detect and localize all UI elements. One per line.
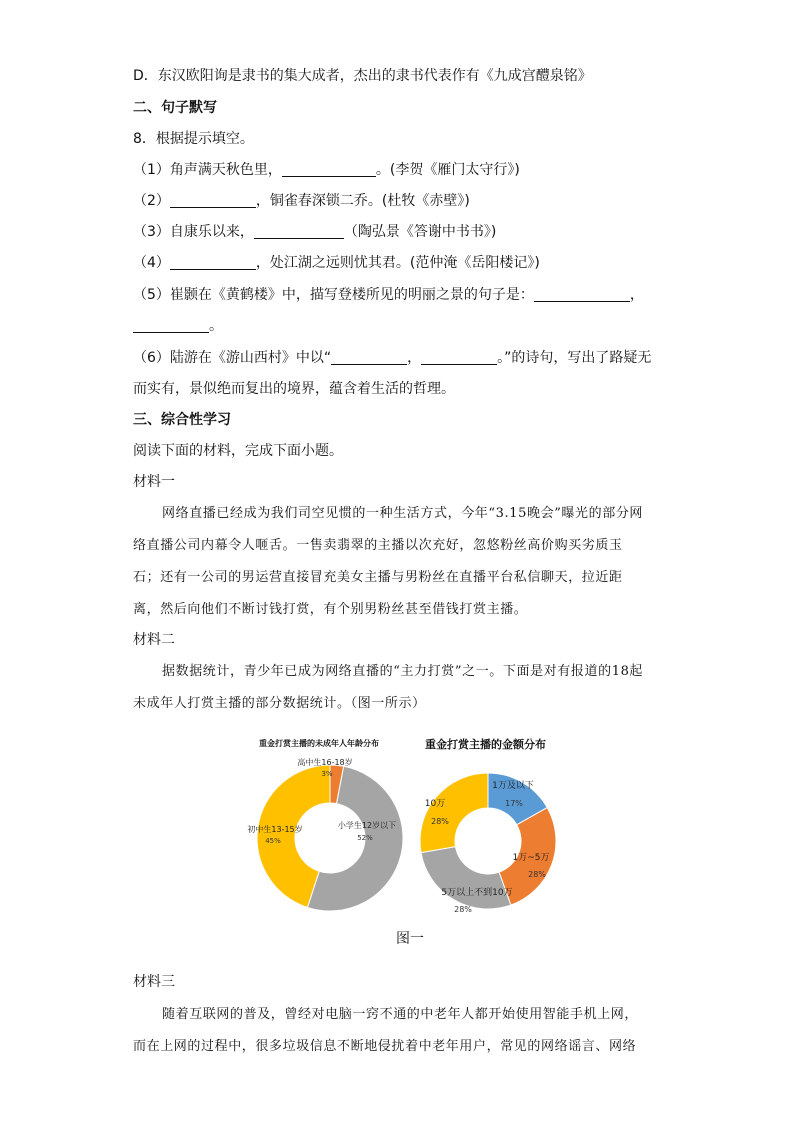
q4-text-b: ，处江湖之远则忧其君。(范仲淹《岳阳楼记》) bbox=[255, 255, 540, 271]
q5-text-b: ， bbox=[629, 287, 644, 303]
chart-1-value-1: 3% bbox=[321, 770, 333, 778]
option-d: D．东汉欧阳询是隶书的集大成者，杰出的隶书代表作有《九成宫醴泉铭》 bbox=[133, 68, 592, 84]
q3-text-a: （3）自康乐以来， bbox=[133, 224, 254, 240]
q6-text-c: 。”的诗句，写出了路疑无 bbox=[497, 350, 652, 366]
chart-1-title: 重金打赏主播的未成年人年龄分布 bbox=[259, 739, 379, 748]
blank-5a[interactable] bbox=[534, 287, 630, 302]
chart-2-label-3: 5万以上不到10万 bbox=[441, 888, 513, 898]
q1-text-b: 。(李贺《雁门太守行》) bbox=[375, 162, 520, 178]
chart-2-label-1: 1万及以下 bbox=[492, 781, 534, 791]
chart-2-value-4: 28% bbox=[431, 817, 449, 826]
material-1-line-4: 离，然后向他们不断讨钱打赏，有个别男粉丝甚至借钱打赏主播。 bbox=[133, 602, 528, 617]
chart-2-title: 重金打赏主播的金额分布 bbox=[425, 738, 546, 751]
material-3-title: 材料三 bbox=[133, 974, 175, 990]
question-8-4 bbox=[133, 254, 540, 272]
question-8: 8．根据提示填空。 bbox=[133, 131, 254, 147]
section-3-title: 三、综合性学习 bbox=[133, 412, 231, 428]
question-8-5 bbox=[133, 286, 644, 304]
chart-1-value-2: 52% bbox=[357, 834, 373, 842]
q6-text-a: （6）陆游在《游山西村》中以“ bbox=[133, 350, 332, 366]
q2-text-b: ，铜雀春深锁二乔。(杜牧《赤壁》) bbox=[255, 193, 470, 209]
material-3-line-1: 随着互联网的普及，曾经对电脑一窍不通的中老年人都开始使用智能手机上网， bbox=[162, 1007, 639, 1022]
question-8-6 bbox=[133, 349, 651, 367]
chart-2-value-3: 28% bbox=[454, 905, 472, 914]
material-2-line-2: 未成年人打赏主播的部分数据统计。（图一所示） bbox=[133, 696, 426, 711]
figure-caption: 图一 bbox=[396, 931, 424, 947]
material-1-line-3: 石；还有一公司的男运营直接冒充美女主播与男粉丝在直播平台私信聊天，拉近距 bbox=[133, 570, 623, 585]
figure-1 bbox=[247, 735, 565, 925]
blank-3[interactable] bbox=[254, 224, 344, 239]
blank-6b[interactable] bbox=[421, 350, 497, 365]
blank-5b[interactable] bbox=[133, 318, 209, 333]
q6-text-b: ， bbox=[407, 350, 422, 366]
material-1-line-2: 络直播公司内幕令人咂舌。一售卖翡翠的主播以次充好，忽悠粉丝高价购买劣质玉 bbox=[133, 538, 623, 553]
q3-text-b: （陶弘景《答谢中书书》) bbox=[343, 224, 497, 240]
chart-2-slice-4 bbox=[420, 773, 488, 853]
chart-1-label-1: 高中生16-18岁 bbox=[297, 758, 353, 767]
question-8-3 bbox=[133, 223, 496, 241]
blank-1[interactable] bbox=[282, 162, 376, 177]
q4-text-a: （4） bbox=[133, 255, 170, 271]
instruction: 阅读下面的材料，完成下面小题。 bbox=[133, 443, 343, 459]
chart-2-label-4: 10万 bbox=[424, 799, 446, 809]
q2-text-a: （2） bbox=[133, 193, 170, 209]
section-2-title: 二、句子默写 bbox=[133, 100, 217, 116]
material-2-title: 材料二 bbox=[133, 632, 175, 648]
question-8-5-cont bbox=[133, 317, 223, 335]
material-1-title: 材料一 bbox=[133, 474, 175, 490]
chart-1-label-3: 初中生13-15岁 bbox=[247, 825, 303, 834]
question-8-6-cont: 而实有，景似绝而复出的境界，蕴含着生活的哲理。 bbox=[133, 381, 455, 397]
q1-text-a: （1）角声满天秋色里， bbox=[133, 162, 282, 178]
blank-6a[interactable] bbox=[331, 350, 407, 365]
chart-2-slice-3 bbox=[421, 847, 511, 909]
chart-2-label-2: 1万~5万 bbox=[512, 853, 550, 863]
chart-1-label-2: 小学生12岁以下 bbox=[337, 821, 397, 830]
blank-4[interactable] bbox=[170, 255, 256, 270]
chart-1-value-3: 45% bbox=[265, 837, 281, 845]
chart-2-value-1: 17% bbox=[505, 799, 523, 808]
material-3-line-2: 而在上网的过程中，很多垃圾信息不断地侵扰着中老年用户，常见的网络谣言、网络 bbox=[133, 1039, 637, 1054]
question-8-2 bbox=[133, 192, 470, 210]
material-1-line-1: 网络直播已经成为我们司空见惯的一种生活方式，今年“3.15晚会”曝光的部分网 bbox=[162, 506, 644, 521]
chart-2-value-2: 28% bbox=[528, 870, 546, 879]
material-2-line-1: 据数据统计，青少年已成为网络直播的“主力打赏”之一。下面是对有报道的18起 bbox=[162, 664, 644, 679]
donut-charts bbox=[247, 735, 565, 925]
q5-text-c: 。 bbox=[209, 318, 223, 334]
q5-text-a: （5）崔颢在《黄鹤楼》中，描写登楼所见的明丽之景的句子是： bbox=[133, 287, 534, 303]
blank-2[interactable] bbox=[170, 193, 256, 208]
question-8-1 bbox=[133, 161, 520, 179]
